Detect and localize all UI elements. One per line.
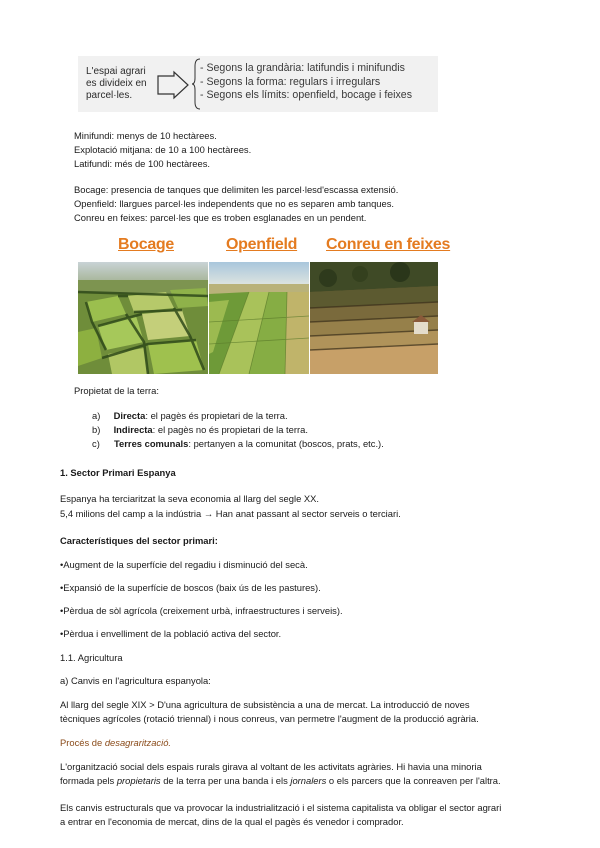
agri-para2-line1: L'organització social dels espais rurals girava al voltant de les activitats agràries. Hi havia una minoria	[60, 761, 482, 772]
ownership-text: : el pagès és propietari de la terra.	[145, 410, 288, 421]
section-heading: 1. Sector Primari Espanya	[60, 467, 176, 478]
image-title-openfield: Openfield	[226, 236, 298, 253]
openfield-photo	[209, 262, 309, 374]
type-feixes: Conreu en feixes: parcel·les que es troben esglanades en un pendent.	[74, 212, 367, 223]
text-run: o els parcers que la conreaven per l'altra.	[326, 775, 501, 786]
text-run: de la terra per una banda i els	[160, 775, 291, 786]
proces-prefix: Procés de	[60, 737, 105, 748]
agri-para3-line2: a entrar en l'economia de mercat, dins de la qual el pagès és venedor i comprador.	[60, 816, 404, 827]
feature-item: •Pèrdua i envelliment de la població activa del sector.	[60, 628, 282, 639]
ownership-item-indirecta	[92, 423, 308, 436]
ownership-text: : pertanyen a la comunitat (boscos, prats, etc.).	[188, 438, 384, 449]
feature-item: •Augment de la superfície del regadiu i disminució del secà.	[60, 559, 308, 570]
list-marker: c)	[92, 438, 100, 449]
agri-para2-line2	[60, 774, 501, 787]
parcel-diagram	[78, 56, 438, 112]
feature-item: •Expansió de la superfície de boscos (baix ús de les pastures).	[60, 582, 321, 593]
ownership-term: Terres comunals	[114, 438, 189, 449]
proces-term: desagrarització.	[104, 737, 172, 748]
ownership-term: Indirecta	[113, 424, 153, 435]
bocage-photo	[78, 262, 208, 374]
proces-line	[60, 736, 171, 749]
type-openfield: Openfield: llargues parcel·les independents que no es separen amb tanques.	[74, 198, 395, 209]
section-intro-2: 5,4 milions del camp a la indústria → Han anat passant al sector serveis o terciari.	[60, 508, 401, 519]
agri-para3-line1: Els canvis estructurals que va provocar la industrialització i el sistema capitalista va obligar el sector agrari	[60, 802, 502, 813]
text-run: formada pels	[60, 775, 117, 786]
feature-item: •Pèrdua de sòl agrícola (creixement urbà, infraestructures i serveis).	[60, 605, 343, 616]
diagram-left-text: L'espai agrari es divideix en parcel·les.	[86, 66, 147, 101]
feixes-photo	[310, 262, 438, 374]
image-title-feixes: Conreu en feixes	[326, 236, 451, 253]
agri-subheading: a) Canvis en l'agricultura espanyola:	[60, 675, 211, 686]
diagram-item: - Segons la forma: regulars i irregulars	[200, 75, 381, 88]
section-intro-1: Espanya ha terciaritzat la seva economia al llarg del segle XX.	[60, 493, 319, 504]
size-mitjana: Explotació mitjana: de 10 a 100 hectàrees.	[74, 144, 252, 155]
ownership-heading: Propietat de la terra:	[74, 385, 159, 396]
ownership-text: : el pagès no és propietari de la terra.	[152, 424, 308, 435]
image-title-bocage: Bocage	[118, 236, 174, 253]
agri-para1-line1: Al llarg del segle XIX > D'una agricultura de subsistència a una de mercat. La introducció de noves	[60, 699, 470, 710]
size-latifundi: Latifundi: més de 100 hectàrees.	[74, 158, 211, 169]
ownership-item-directa	[92, 409, 288, 422]
diagram-item: - Segons els límits: openfield, bocage i feixes	[200, 89, 412, 101]
ownership-term: Directa	[113, 410, 146, 421]
size-minifundi: Minifundi: menys de 10 hectàrees.	[74, 130, 217, 141]
agri-para1-line2: tècniques agrícoles (rotació triennal) i nous conreus, van permetre l'augment de la producció agrària.	[60, 713, 479, 724]
type-bocage: Bocage: presencia de tanques que delimiten les parcel·lesd'escassa extensió.	[74, 184, 399, 195]
diagram-items	[200, 62, 412, 103]
ownership-item-comunals	[92, 437, 384, 450]
list-marker: a)	[92, 410, 101, 421]
text-run-italic: jornalers	[290, 775, 327, 786]
features-heading: Característiques del sector primari:	[60, 535, 218, 546]
list-marker: b)	[92, 424, 101, 435]
text-run-italic: propietaris	[116, 775, 161, 786]
agri-heading: 1.1. Agricultura	[60, 652, 123, 663]
diagram-item: - Segons la grandària: latifundis i minifundis	[200, 62, 405, 74]
